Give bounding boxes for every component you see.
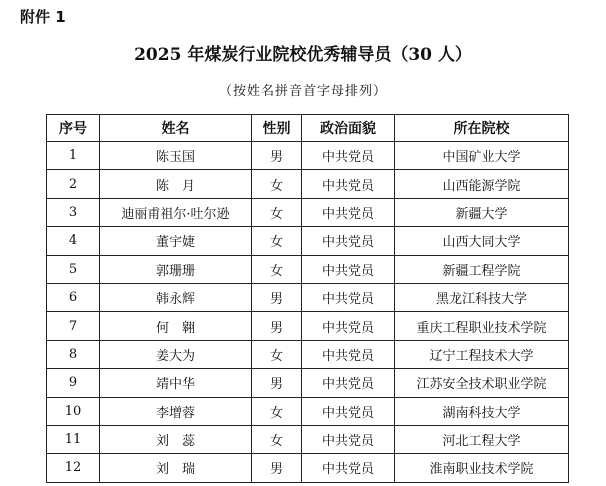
cell-political-status: 中共党员 — [302, 312, 395, 340]
cell-institution: 山西能源学院 — [395, 170, 569, 198]
cell-gender: 男 — [252, 312, 302, 340]
cell-name: 韩永辉 — [100, 283, 252, 311]
cell-index: 7 — [47, 312, 100, 340]
cell-political-status: 中共党员 — [302, 340, 395, 368]
cell-political-status: 中共党员 — [302, 283, 395, 311]
cell-gender: 女 — [252, 425, 302, 453]
cell-political-status: 中共党员 — [302, 142, 395, 170]
cell-gender: 男 — [252, 454, 302, 482]
cell-name: 何 翱 — [100, 312, 252, 340]
cell-index: 12 — [47, 454, 100, 482]
cell-political-status: 中共党员 — [302, 425, 395, 453]
cell-gender: 男 — [252, 283, 302, 311]
cell-name: 靖中华 — [100, 369, 252, 397]
header-gender: 性别 — [252, 115, 302, 142]
cell-political-status: 中共党员 — [302, 454, 395, 482]
cell-name: 陈 月 — [100, 170, 252, 198]
cell-name: 刘 蕊 — [100, 425, 252, 453]
attachment-label: 附件 1 — [20, 8, 66, 26]
counselor-table — [46, 114, 569, 483]
cell-gender: 女 — [252, 340, 302, 368]
cell-index: 5 — [47, 255, 100, 283]
document-subtitle: （按姓名拼音首字母排列） — [218, 84, 387, 99]
cell-index: 9 — [47, 369, 100, 397]
cell-index: 2 — [47, 170, 100, 198]
cell-political-status: 中共党员 — [302, 397, 395, 425]
table-row — [47, 170, 569, 198]
cell-name: 陈玉国 — [100, 142, 252, 170]
cell-index: 3 — [47, 198, 100, 226]
cell-gender: 男 — [252, 142, 302, 170]
cell-institution: 新疆大学 — [395, 198, 569, 226]
cell-institution: 新疆工程学院 — [395, 255, 569, 283]
cell-institution: 重庆工程职业技术学院 — [395, 312, 569, 340]
cell-index: 10 — [47, 397, 100, 425]
table-row — [47, 283, 569, 311]
cell-name: 刘 瑞 — [100, 454, 252, 482]
cell-political-status: 中共党员 — [302, 369, 395, 397]
cell-name: 姜大为 — [100, 340, 252, 368]
cell-institution: 淮南职业技术学院 — [395, 454, 569, 482]
cell-institution: 黑龙江科技大学 — [395, 283, 569, 311]
cell-institution: 辽宁工程技术大学 — [395, 340, 569, 368]
document-title: 2025 年煤炭行业院校优秀辅导员（30 人） — [134, 45, 472, 65]
cell-institution: 河北工程大学 — [395, 425, 569, 453]
cell-index: 1 — [47, 142, 100, 170]
header-political-status: 政治面貌 — [302, 115, 395, 142]
table-row — [47, 425, 569, 453]
table-row — [47, 142, 569, 170]
header-index: 序号 — [47, 115, 100, 142]
cell-institution: 江苏安全技术职业学院 — [395, 369, 569, 397]
cell-gender: 女 — [252, 227, 302, 255]
cell-political-status: 中共党员 — [302, 255, 395, 283]
cell-name: 郭珊珊 — [100, 255, 252, 283]
cell-gender: 女 — [252, 397, 302, 425]
table-row — [47, 255, 569, 283]
cell-gender: 女 — [252, 170, 302, 198]
cell-institution: 山西大同大学 — [395, 227, 569, 255]
cell-index: 6 — [47, 283, 100, 311]
cell-index: 4 — [47, 227, 100, 255]
table-row — [47, 198, 569, 226]
cell-gender: 女 — [252, 198, 302, 226]
cell-name: 董宇婕 — [100, 227, 252, 255]
cell-political-status: 中共党员 — [302, 170, 395, 198]
cell-institution: 湖南科技大学 — [395, 397, 569, 425]
cell-institution: 中国矿业大学 — [395, 142, 569, 170]
cell-index: 11 — [47, 425, 100, 453]
table-row — [47, 397, 569, 425]
cell-gender: 女 — [252, 255, 302, 283]
cell-name: 李增蓉 — [100, 397, 252, 425]
header-institution: 所在院校 — [395, 115, 569, 142]
table-header-row — [47, 115, 569, 142]
table-row — [47, 227, 569, 255]
table-row — [47, 369, 569, 397]
table-row — [47, 312, 569, 340]
table-row — [47, 454, 569, 482]
cell-gender: 男 — [252, 369, 302, 397]
cell-political-status: 中共党员 — [302, 198, 395, 226]
cell-index: 8 — [47, 340, 100, 368]
table-row — [47, 340, 569, 368]
cell-name: 迪丽甫祖尔·吐尔逊 — [100, 198, 252, 226]
cell-political-status: 中共党员 — [302, 227, 395, 255]
header-name: 姓名 — [100, 115, 252, 142]
